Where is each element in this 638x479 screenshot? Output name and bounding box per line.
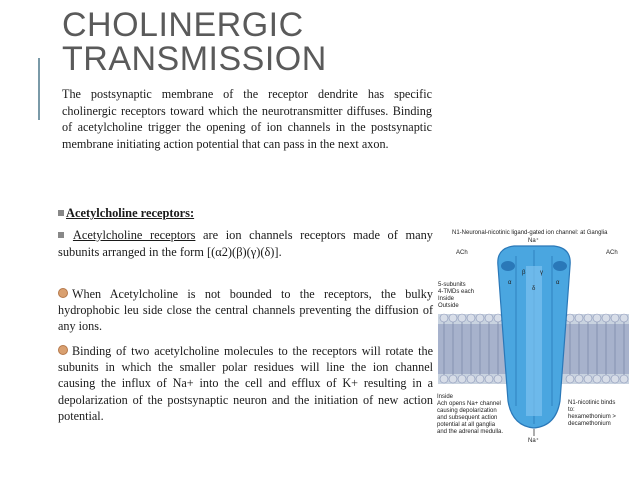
receptors-heading-text: Acetylcholine receptors: <box>66 206 195 220</box>
ach-right-label: ACh <box>606 250 618 256</box>
right-note <box>568 400 616 427</box>
receptors-heading <box>58 206 194 221</box>
intro-paragraph: The postsynaptic membrane of the receptor dendrite has specific cholinergic receptors toward which the neurotransmitter diffuses. Binding of acetylcholine trigger the opening of ion channels in the postsynaptic membrane initiating action potential that can pass in the next axon. <box>62 87 432 151</box>
figure-caption: N1-Neuronal-nicotinic ligand-gated ion channel: at Ganglia <box>452 230 608 236</box>
left-note-line: and subsequent action <box>437 415 498 421</box>
gamma-label: γ <box>540 270 543 276</box>
na-bottom-label: Na⁺ <box>528 438 539 444</box>
left-note-line: Ach opens Na+ channel <box>437 401 501 407</box>
circle-bullet-icon <box>58 345 68 355</box>
left-note-line: and the adrenal medulla. <box>437 429 504 435</box>
receptor-structure-text: are ion channels receptors made of many subunits arranged in the form [(α2)(β)(γ)(δ)]. <box>58 228 433 259</box>
receptor-diagram <box>436 226 631 474</box>
subunits-label-2: 4-TMDs each <box>438 289 475 295</box>
right-note-line: to: <box>568 407 575 413</box>
slide-title <box>62 8 482 76</box>
binding-item <box>58 343 433 424</box>
square-bullet-icon <box>58 210 64 216</box>
na-top-label: Na⁺ <box>528 238 539 244</box>
beta-label: β <box>522 270 526 276</box>
receptor-structure-item <box>58 227 433 260</box>
right-note-line: hexamethonium > <box>568 414 616 420</box>
right-note-line: N1-nicotinic binds <box>568 400 616 406</box>
subunits-label-1: 5-subunits <box>438 282 466 288</box>
accent-bar <box>38 58 40 120</box>
square-bullet-icon <box>58 232 64 238</box>
receptor-channel-shape <box>498 246 570 428</box>
inside-label-top: Inside <box>438 296 455 302</box>
delta-label: δ <box>532 286 536 292</box>
title-line-2: TRANSMISSION <box>62 40 327 78</box>
left-note-line: potential at all ganglia <box>437 422 496 428</box>
title-line-1: CHOLINERGIC <box>62 6 304 44</box>
circle-bullet-icon <box>58 288 68 298</box>
binding-text: Binding of two acetylcholine molecules to the receptors will rotate the subunits in which the smaller polar residues will line the ion channel causing the influx of Na+ into the cell and efflux of K+ resulting in a depolarization of the postsynaptic neuron and the initiation of new action potential. <box>58 344 433 423</box>
right-note-line: decamethonium <box>568 421 611 427</box>
nicotinic-receptor-figure <box>436 226 631 474</box>
outside-label: Outside <box>438 303 459 309</box>
left-note <box>437 394 503 435</box>
left-note-line: causing depolarization <box>437 408 497 414</box>
ach-left-label: ACh <box>456 250 468 256</box>
alpha-right-label: α <box>556 280 560 286</box>
left-note-line: Inside <box>437 394 454 400</box>
receptor-term: Acetylcholine receptors <box>72 228 196 242</box>
unbound-text: When Acetylcholine is not bounded to the receptors, the bulky hydrophobic leu side close the central channels preventing the diffusion of any ions. <box>58 287 433 334</box>
alpha-left-label: α <box>508 280 512 286</box>
unbound-item <box>58 286 433 335</box>
